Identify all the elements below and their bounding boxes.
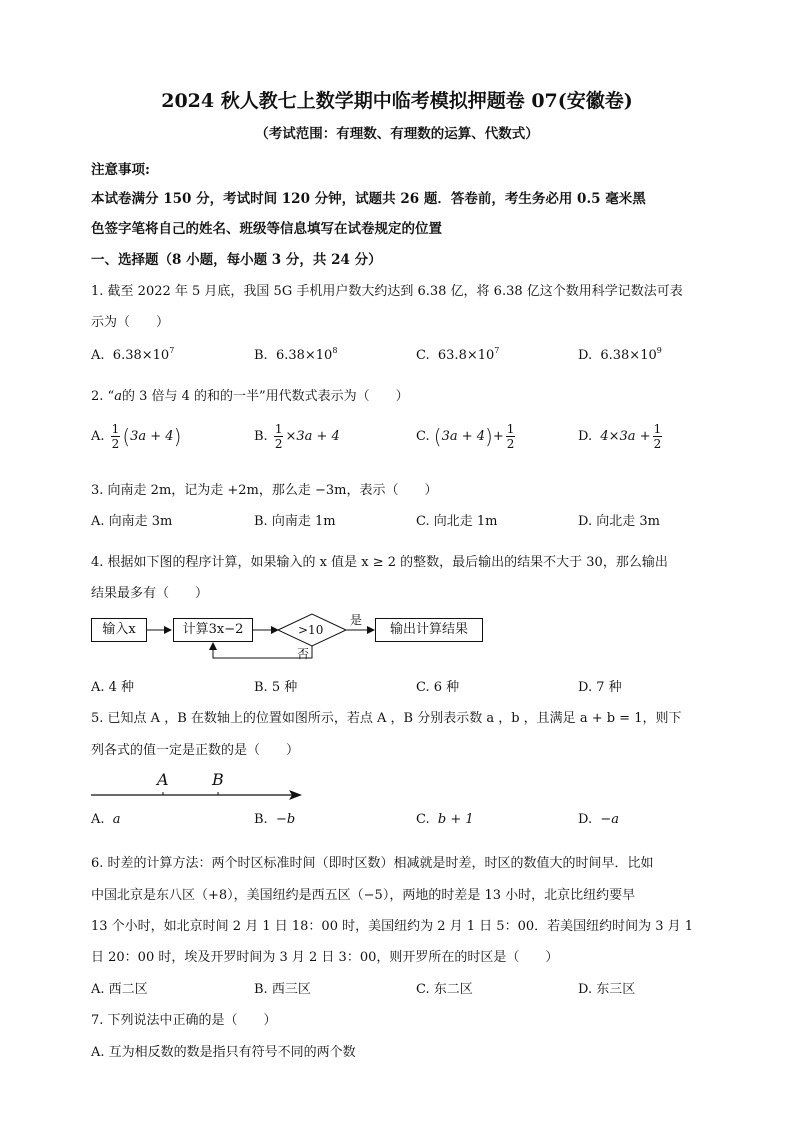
question-3-stem: 3. 向南走 2m，记为走 +2m，那么走 −3m，表示（ ）: [91, 483, 438, 498]
question-5-option-b[interactable]: B. −b: [254, 812, 296, 827]
flow-no-label: 否: [297, 647, 310, 661]
question-5-option-c[interactable]: C. b + 1: [416, 812, 474, 827]
question-2-option-c[interactable]: C. (3a + 4)+ $\frac{1}{2}$: [416, 422, 515, 451]
question-6-line-1: 6. 时差的计算方法：两个时区标准时间（即时区数）相减就是时差，时区的数值大的时间早．比如: [91, 856, 654, 871]
question-6-line-2: 中国北京是东八区（+8），美国纽约是西五区（−5），两地的时差是 13 小时，北京比纽约要早: [91, 888, 636, 903]
flow-compute-box: 计算3x−2: [173, 618, 253, 642]
question-7-option-a[interactable]: A. 互为相反数的数是指只有符号不同的两个数: [91, 1045, 356, 1060]
question-1-option-a[interactable]: A. $6.38\times 10^7$: [91, 346, 175, 363]
question-3-option-c[interactable]: C. 向北走 1m: [416, 514, 498, 529]
number-line-axis: [88, 782, 308, 806]
question-2-option-b[interactable]: B. $\frac{1}{2}$ ×3a + 4: [254, 422, 340, 451]
question-3-option-b[interactable]: B. 向南走 1m: [254, 514, 336, 529]
question-3-option-d[interactable]: D. 向北走 3m: [578, 514, 660, 529]
question-1-line-1: 1. 截至 2022 年 5 月底，我国 5G 手机用户数大约达到 6.38 亿，将 6.38 亿这个数用科学记数法可表: [91, 284, 683, 299]
question-4-line-2: 结果最多有（ ）: [91, 586, 209, 601]
question-6-line-4: 日 20：00 时，埃及开罗时间为 3 月 2 日 3：00，则开罗所在的时区是（ ）: [91, 950, 559, 965]
question-4-option-d[interactable]: D. 7 种: [578, 680, 622, 695]
question-4-option-b[interactable]: B. 5 种: [254, 680, 298, 695]
question-6-option-a[interactable]: A. 西二区: [91, 982, 148, 997]
notice-heading: 注意事项:: [91, 162, 150, 178]
question-2-option-d[interactable]: D. 4×3a + $\frac{1}{2}$: [578, 422, 662, 451]
question-1-option-c[interactable]: C. $63.8\times 10^7$: [416, 346, 500, 363]
question-1-line-2: 示为（ ）: [91, 315, 170, 330]
question-1-option-b[interactable]: B. $6.38\times 10^8$: [254, 346, 338, 363]
question-5-line-2: 列各式的值一定是正数的是（ ）: [91, 743, 300, 758]
exam-scope: （考试范围：有理数、有理数的运算、代数式）: [255, 126, 539, 142]
question-6-option-b[interactable]: B. 西三区: [254, 982, 311, 997]
question-5-option-d[interactable]: D. −a: [578, 812, 620, 827]
question-1-option-d[interactable]: D. $6.38\times 10^9$: [578, 346, 662, 363]
question-2-option-a[interactable]: A. $\frac{1}{2}$ (3a + 4): [91, 422, 182, 451]
question-6-option-d[interactable]: D. 东三区: [578, 982, 636, 997]
section-heading-choice: 一、选择题（8 小题，每小题 3 分，共 24 分）: [91, 252, 382, 268]
point-a-label: A: [157, 770, 169, 789]
question-5-option-a[interactable]: A. a: [91, 812, 121, 827]
flow-input-box: 输入x: [91, 618, 147, 642]
notice-line-1: 本试卷满分 150 分，考试时间 120 分钟，试题共 26 题．答卷前，考生务必用 0.5 毫米黑: [91, 191, 646, 207]
question-4-line-1: 4. 根据如下图的程序计算，如果输入的 x 值是 x ≥ 2 的整数，最后输出的结果不大于 30，那么输出: [91, 555, 668, 570]
flow-yes-label: 是: [350, 613, 363, 627]
notice-line-2: 色签字笔将自己的姓名、班级等信息填写在试卷规定的位置: [91, 221, 442, 237]
question-7-stem: 7. 下列说法中正确的是（ ）: [91, 1013, 277, 1028]
question-3-option-a[interactable]: A. 向南走 3m: [91, 514, 173, 529]
question-2-stem: 2. “a的 3 倍与 4 的和的一半”用代数式表示为（ ）: [91, 389, 409, 404]
question-6-line-3: 13 个小时，如北京时间 2 月 1 日 18：00 时，美国纽约为 2 月 1 日 5：00．若美国纽约时间为 3 月 1: [91, 919, 694, 934]
flow-condition-label: >10: [298, 623, 324, 637]
question-4-option-c[interactable]: C. 6 种: [416, 680, 460, 695]
flow-output-box: 输出计算结果: [375, 618, 483, 642]
point-b-label: B: [212, 770, 224, 789]
question-6-option-c[interactable]: C. 东二区: [416, 982, 473, 997]
question-4-option-a[interactable]: A. 4 种: [91, 680, 135, 695]
question-5-line-1: 5. 已知点 A ，B 在数轴上的位置如图所示，若点 A ，B 分别表示数 a ，b ，且满足 a + b = 1，则下: [91, 711, 682, 726]
page-title: 2024 秋人教七上数学期中临考模拟押题卷 07(安徽卷): [161, 90, 633, 112]
